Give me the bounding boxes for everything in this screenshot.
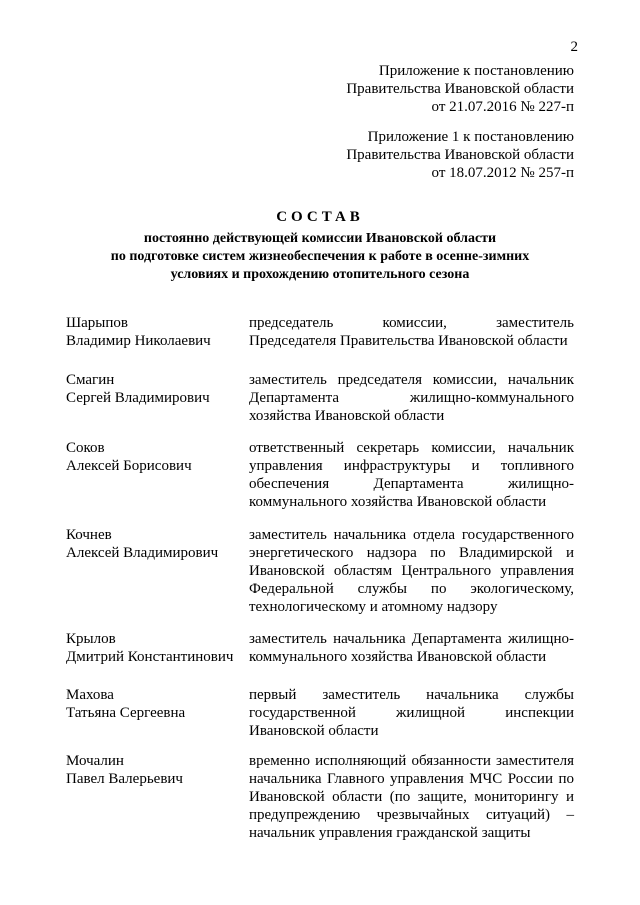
- role-line: государственной жилищной инспекции: [249, 705, 574, 721]
- role-line: коммунального хозяйства Ивановской области: [249, 494, 547, 510]
- role-line: хозяйства Ивановской области: [249, 408, 445, 424]
- member-role: [249, 439, 574, 511]
- member-name: [66, 686, 248, 722]
- role-line: Департамента жилищно-коммунального: [249, 390, 574, 406]
- member-name: [66, 371, 248, 407]
- subtitle-line: условиях и прохождению отопительного сезона: [170, 267, 470, 282]
- role-line: Ивановской областям Центрального управления: [249, 563, 574, 579]
- member-surname: Мочалин: [66, 753, 124, 769]
- role-line: управления инфраструктуры и топливного: [249, 458, 574, 474]
- member-given-name: Павел Валерьевич: [66, 771, 183, 787]
- member-role: [249, 526, 574, 616]
- appendix-current: [0, 62, 574, 116]
- member-name: [66, 752, 248, 788]
- member-given-name: Алексей Владимирович: [66, 545, 219, 561]
- role-line: ответственный секретарь комиссии, начальник: [249, 440, 574, 456]
- member-role: [249, 752, 574, 842]
- subtitle-line: постоянно действующей комиссии Ивановской области: [143, 231, 497, 246]
- member-name: [66, 526, 248, 562]
- role-line: начальник управления гражданской защиты: [249, 825, 531, 841]
- member-role: [249, 686, 574, 740]
- role-line: коммунального хозяйства Ивановской области: [249, 649, 547, 665]
- subtitle-line: по подготовке систем жизнеобеспечения к работе в осенне-зимних: [110, 249, 530, 264]
- page-number: 2: [570, 39, 578, 55]
- member-given-name: Владимир Николаевич: [66, 333, 211, 349]
- member-surname: Махова: [66, 687, 114, 703]
- document-title: СОСТАВ: [276, 209, 364, 225]
- appendix-original-line: Приложение 1 к постановлению: [367, 129, 574, 145]
- role-line: Ивановской области: [249, 723, 379, 739]
- appendix-original-line: от 18.07.2012 № 257-п: [431, 165, 574, 181]
- role-line: временно исполняющий обязанности заместителя: [249, 753, 574, 769]
- member-role: [249, 314, 574, 350]
- member-role: [249, 371, 574, 425]
- role-line: заместитель начальника Департамента жилищно-: [249, 631, 574, 647]
- role-line: энергетического надзора по Владимирской и: [249, 545, 574, 561]
- role-line: первый заместитель начальника службы: [249, 687, 574, 703]
- role-line: Федеральной службы по экологическому,: [249, 581, 574, 597]
- member-surname: Крылов: [66, 631, 116, 647]
- member-surname: Соков: [66, 440, 105, 456]
- member-surname: Шарыпов: [66, 315, 128, 331]
- member-surname: Смагин: [66, 372, 115, 388]
- appendix-current-line: Приложение к постановлению: [378, 63, 574, 79]
- document-subtitle: [0, 230, 640, 284]
- member-surname: Кочнев: [66, 527, 112, 543]
- member-given-name: Татьяна Сергеевна: [66, 705, 186, 721]
- member-given-name: Сергей Владимирович: [66, 390, 210, 406]
- role-line: Ивановской области (по защите, мониторингу и: [249, 789, 574, 805]
- appendix-original-line: Правительства Ивановской области: [346, 147, 574, 163]
- appendix-original: [0, 128, 574, 182]
- member-given-name: Алексей Борисович: [66, 458, 192, 474]
- role-line: председатель комиссии, заместитель: [249, 315, 574, 331]
- appendix-current-line: от 21.07.2016 № 227-п: [431, 99, 574, 115]
- member-name: [66, 630, 248, 666]
- role-line: заместитель председателя комиссии, начальник: [249, 372, 574, 388]
- member-name: [66, 439, 248, 475]
- appendix-current-line: Правительства Ивановской области: [346, 81, 574, 97]
- role-line: Председателя Правительства Ивановской области: [249, 333, 568, 349]
- role-line: технологическому и атомному надзору: [249, 599, 498, 615]
- member-name: [66, 314, 248, 350]
- role-line: заместитель начальника отдела государственного: [249, 527, 574, 543]
- role-line: обеспечения Департамента жилищно-: [249, 476, 574, 492]
- member-given-name: Дмитрий Константинович: [66, 649, 234, 665]
- member-role: [249, 630, 574, 666]
- role-line: начальника Главного управления МЧС России по: [249, 771, 574, 787]
- role-line: предупреждению чрезвычайных ситуаций) –: [249, 807, 574, 823]
